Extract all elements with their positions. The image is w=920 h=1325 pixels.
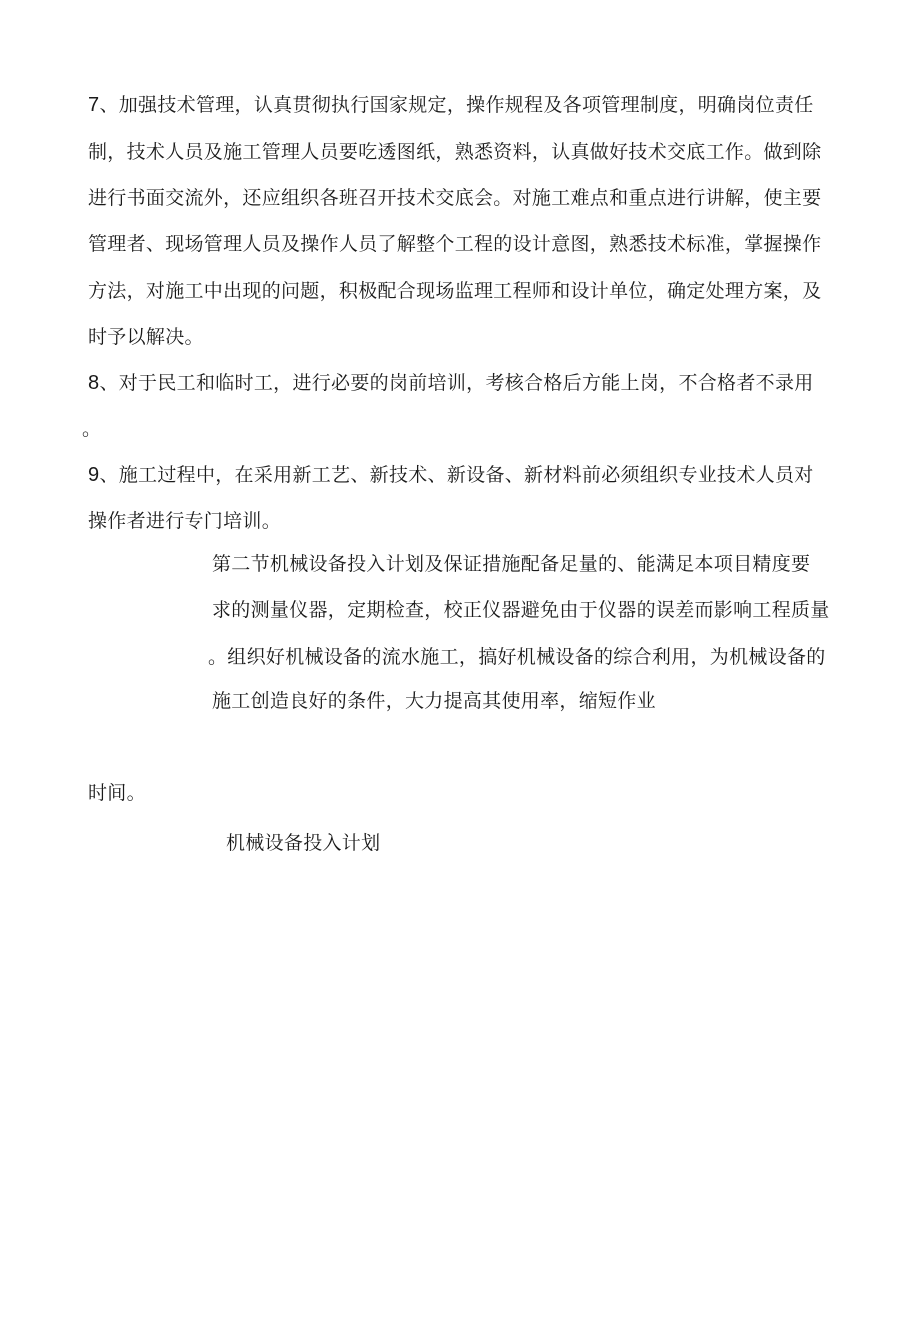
item-9-text: 、施工过程中，在采用新工艺、新技术、新设备、新材料前必须组织专业技术人员对 [99, 464, 814, 486]
item-8-number: 8 [88, 372, 100, 394]
item-7-line-4: 管理者、现场管理人员及操作人员了解整个工程的设计意图，熟悉技术标准，掌握操作 [88, 233, 822, 255]
section-2-line-4: 施工创造良好的条件，大力提高其使用率，缩短作业 [212, 690, 656, 712]
item-8-line-2: 。 [82, 418, 102, 440]
section-2-line-2: 求的测量仪器，定期检查，校正仪器避免由于仪器的误差而影响工程质量 [212, 599, 830, 621]
item-9-line-2: 操作者进行专门培训。 [88, 510, 282, 532]
item-7-text: 、加强技术管理，认真贯彻执行国家规定，操作规程及各项管理制度，明确岗位责任 [99, 94, 814, 116]
item-7-line-5: 方法，对施工中出现的问题，积极配合现场监理工程师和设计单位，确定处理方案，及 [88, 280, 822, 302]
item-7-line-6: 时予以解决。 [88, 326, 204, 348]
item-9-line-1 [88, 462, 814, 488]
item-9-number: 9 [88, 464, 100, 486]
item-8-text: 、对于民工和临时工，进行必要的岗前培训，考核合格后方能上岗，不合格者不录用 [99, 372, 814, 394]
section-2-continuation: 时间。 [88, 782, 146, 804]
section-2-line-3: 。组织好机械设备的流水施工，搞好机械设备的综合利用，为机械设备的 [208, 646, 826, 668]
table-caption: 机械设备投入计划 [226, 832, 381, 854]
item-7-line-3: 进行书面交流外，还应组织各班召开技术交底会。对施工难点和重点进行讲解，使主要 [88, 187, 822, 209]
item-7-line-2: 制，技术人员及施工管理人员要吃透图纸，熟悉资料，认真做好技术交底工作。做到除 [88, 141, 822, 163]
item-7-number: 7 [88, 94, 100, 116]
item-8-line-1 [88, 370, 814, 396]
section-2-line-1: 第二节机械设备投入计划及保证措施配备足量的、能满足本项目精度要 [212, 553, 811, 575]
item-7-line-1 [88, 92, 814, 118]
